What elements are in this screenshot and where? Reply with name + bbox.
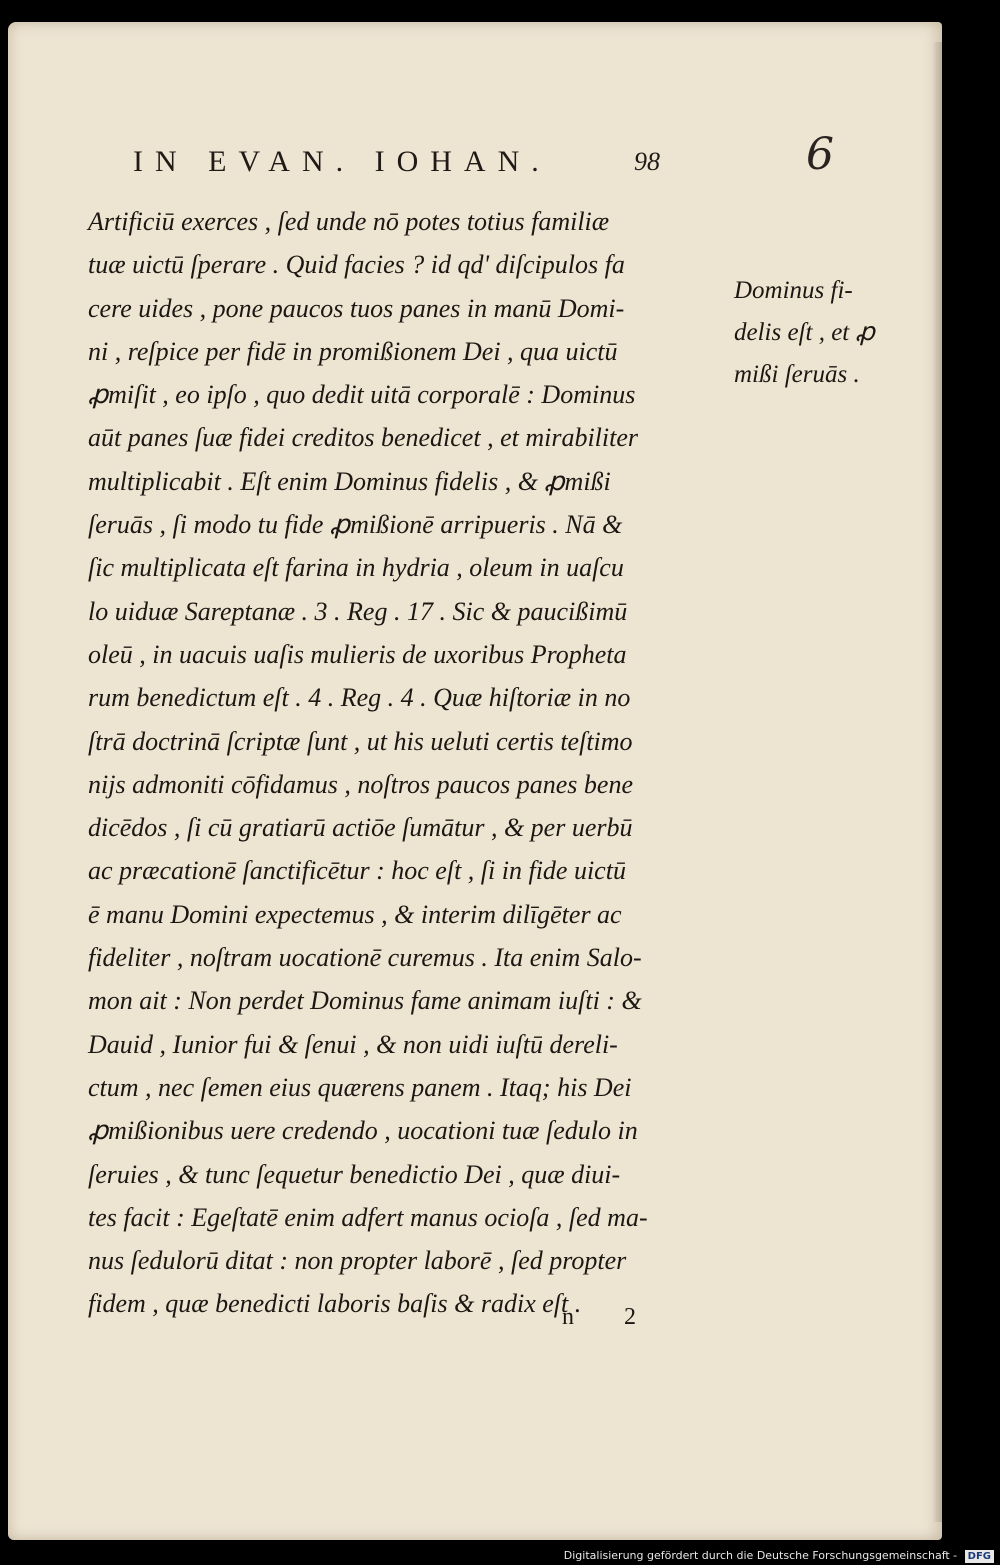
text-line: ꝓmiſit , eo ipſo , quo dedit uitā corporalē : Dominus xyxy=(88,380,636,410)
text-line: ſeruās , ſi modo tu fide ꝓmißionē arripueris . Nā & xyxy=(88,510,623,540)
text-line: nus ſedulorū ditat : non propter laborē , ſed propter xyxy=(88,1246,627,1276)
text-line: ſic multiplicata eſt farina in hydria , oleum in uaſcu xyxy=(88,553,624,583)
text-line: multiplicabit . Eſt enim Dominus fidelis , & ꝓmißi xyxy=(88,466,611,496)
text-line: fideliter , noſtram uocationē curemus . Ita enim Salo- xyxy=(88,943,642,973)
digitization-footer xyxy=(560,1547,1000,1565)
footer-credit: Digitalisierung gefördert durch die Deutsche Forschungsgemeinschaft - xyxy=(563,1549,958,1562)
running-title: IN EVAN. IOHAN. xyxy=(133,145,551,178)
book-page xyxy=(8,22,942,1540)
dfg-logo: DFG xyxy=(965,1550,994,1563)
text-line: ſeruies , & tunc ſequetur benedictio Dei , quæ diui- xyxy=(88,1159,621,1189)
text-line: ni , reſpice per fidē in promißionem Dei , qua uictū xyxy=(88,336,618,366)
marginal-note xyxy=(734,270,894,396)
text-line: oleū , in uacuis uaſis mulieris de uxoribus Prophetа xyxy=(88,639,627,669)
folio-number: 98 xyxy=(634,147,660,176)
text-line: Artificiū exerces , ſed unde nō potes totius familiæ xyxy=(88,207,610,236)
text-line: ctum , nec ſemen eius quærens panem . Itaq; his Dei xyxy=(88,1072,632,1102)
text-line: ac præcationē ſanctificētur : hoc eſt , ſi in fide uictū xyxy=(88,856,626,886)
text-line: mon ait : Non perdet Dominus fame animam iuſti : & xyxy=(88,986,642,1016)
text-line: nijs admoniti cōfidamus , noſtros paucos panes bene xyxy=(88,769,634,799)
handwritten-mark: 6 xyxy=(806,129,834,180)
text-line: fidem , quæ benedicti laboris baſis & radix eſt . xyxy=(88,1289,582,1319)
text-line: dicēdos , ſi cū gratiarū actiōe ſumātur , & per uerbū xyxy=(88,813,633,843)
text-line: rum benedictum eſt . 4 . Reg . 4 . Quæ hiſtoriæ in no xyxy=(88,683,631,713)
page-header xyxy=(8,127,942,180)
marginal-line: mißi ſeruās . xyxy=(734,361,860,388)
text-line: Dauid , Iunior fui & ſenui , & non uidi iuſtū dereli- xyxy=(88,1029,618,1059)
text-line: ſtrā doctrinā ſcriptæ ſunt , ut his ueluti certis teſtimo xyxy=(88,726,633,756)
text-line: ꝓmißionibus uere credendo , uocationi tuæ ſedulo in xyxy=(88,1116,638,1146)
text-line: tes facit : Egeſtatē enim adfert manus ocioſa , ſed ma- xyxy=(88,1202,648,1232)
text-line: lo uiduæ Sareptanæ . 3 . Reg . 17 . Sic & paucißimū xyxy=(88,596,628,626)
signature-mark: n 2 xyxy=(562,1304,658,1330)
main-text-block xyxy=(88,200,724,1326)
text-line: tuæ uictū ſperare . Quid facies ? id qd' diſcipulos fa xyxy=(88,250,625,280)
text-line: ē manu Domini expectemus , & interim dilīgēter ac xyxy=(88,899,622,929)
text-line: cere uides , pone paucos tuos panes in manū Domi- xyxy=(88,293,625,323)
marginal-line: Dominus fi- xyxy=(734,277,853,304)
text-line: aūt panes ſuæ fidei creditos benedicet , et mirabiliter xyxy=(88,423,638,453)
marginal-line: delis eſt , et ꝓ xyxy=(734,319,875,346)
